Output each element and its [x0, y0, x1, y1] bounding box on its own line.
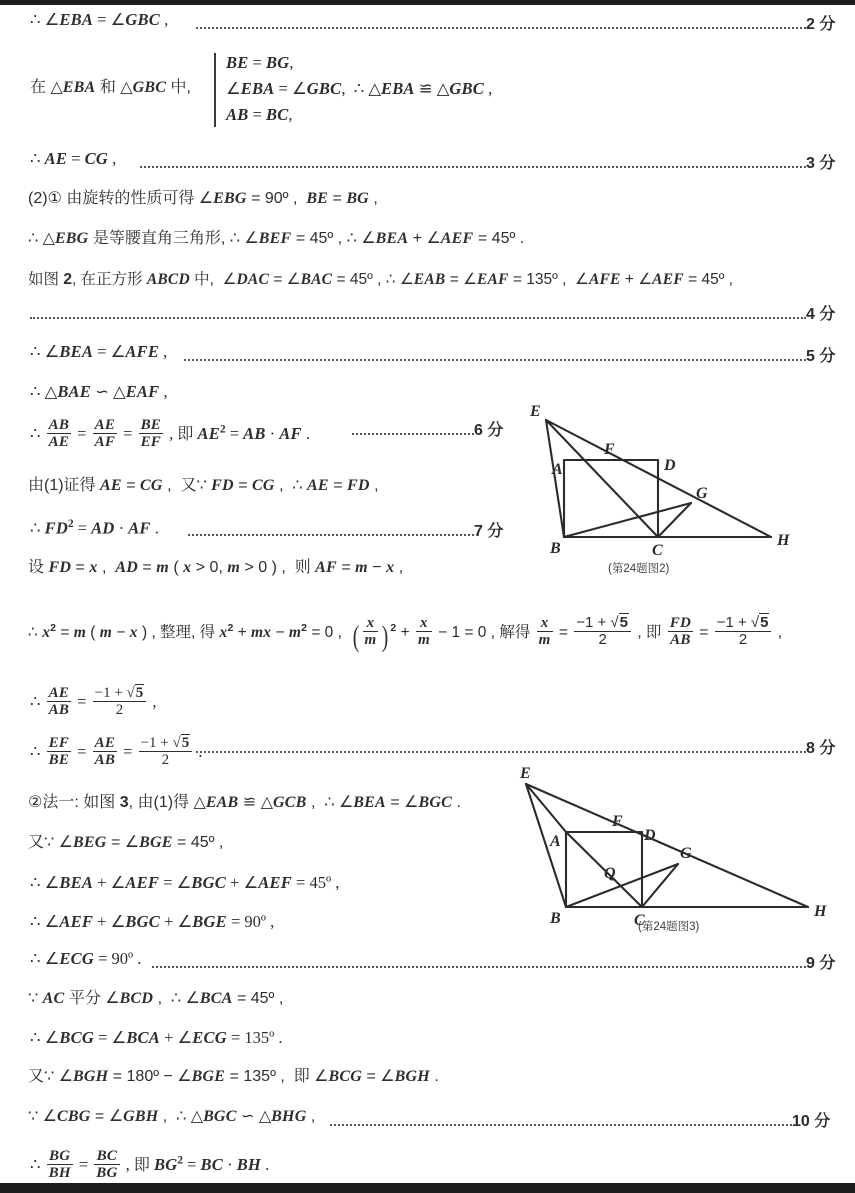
fraction-root5-2-d: $\frac{-1 + √5}{2}$ [139, 735, 193, 768]
statement-line-20: ∴ ∠ECG = 90º . [30, 949, 142, 968]
fraction-root5-2-c: $\frac{-1 + √5}{2}$ [93, 685, 147, 718]
vertex-label-G: G [696, 485, 708, 502]
segment-EH [526, 784, 808, 907]
statement-line-16: ②法一: 如图 3, 由(1)得 △EAB ≌ △GCB , ∴ ∠BEA = ∠BGC . [28, 794, 461, 811]
statement-line-24: ∵ ∠CBG = ∠GBH , ∴ △BGC ∽ △BHG , [28, 1108, 316, 1125]
score-3: 4 分 [806, 306, 836, 323]
statement-line-3: ∴ AE = CG , [30, 149, 117, 168]
leader-dots-5 [352, 433, 474, 435]
system-brace [214, 53, 216, 127]
figure-2-caption: (第24题图2) [608, 563, 670, 575]
figure-3-caption: (第24题图3) [638, 921, 700, 933]
statement-line-11: ∴ $FD^2$ = AD · AF . [30, 518, 159, 538]
score-6: 7 分 [474, 523, 504, 540]
statement-line-13: ∴ $x^2 = m$ ( m − x ) , 整理, 得 $x^2$ + mx − $m^2 = 0$ , ( $\frac{x}{m}$ ) $^2$ + $\frac{x}{m}$ − 1 = 0 , 解得 $\frac{x}{m}$ = $\frac{-1 + √5}{2}$ , 即 $\frac{FD}{AB}$ = $\frac{-1 + √5}{2}$ , [28, 614, 783, 653]
leader-dots-1 [196, 27, 806, 29]
score-1: 2 分 [806, 16, 836, 33]
leader-dots-2 [140, 166, 806, 168]
statement-line-17: 又∵ ∠BEG = ∠BGE = 45º , [28, 834, 224, 851]
leader-dots-6 [188, 534, 474, 536]
fraction-AB-AE: $\frac{AB}{AE}$ [48, 417, 70, 451]
statement-line-1: ∴ ∠EBA = ∠GBC , [30, 10, 169, 29]
statement-line-5: ∴ △EBG 是等腰直角三角形, ∴ ∠BEF = 45º , ∴ ∠BEA + ∠AEF = 45º . [28, 230, 525, 247]
fraction-x-m-b: $\frac{x}{m}$ [417, 615, 430, 649]
leader-dots-8 [152, 966, 806, 968]
score-8: 9 分 [806, 955, 836, 972]
statement-line-19: ∴ ∠AEF + ∠BGC + ∠BGE = 90º , [30, 912, 275, 931]
figure-2-drawing [528, 398, 848, 558]
score-7: 8 分 [806, 740, 836, 757]
fraction-AE-AB-a: $\frac{AE}{AB}$ [48, 685, 70, 719]
statement-line-23: 又∵ ∠BGH = 180º − ∠BGE = 135º , 即 ∠BCG = ∠BGH . [28, 1068, 439, 1085]
system-eq-2: ∠EBA = ∠GBC, ∴ △EBA ≌ △GBC , [226, 79, 493, 98]
score-4: 5 分 [806, 348, 836, 365]
vertex-label-E: E [530, 403, 541, 420]
vertex-label-A: A [552, 461, 563, 478]
score-9: 10 分 [792, 1113, 831, 1130]
statement-line-18: ∴ ∠BEA + ∠AEF = ∠BGC + ∠AEF = 45º , [30, 873, 340, 892]
score-5: 6 分 [474, 422, 504, 439]
statement-line-14: ∴ $\frac{AE}{AB}$ = $\frac{-1 + √5}{2}$ , [30, 685, 157, 719]
segment-BG [564, 503, 691, 537]
statement-line-9: ∴ $\frac{AB}{AE}$ = $\frac{AE}{AF}$ = $\frac{BE}{EF}$ , 即 $AE^2$ = AB · AF . [30, 417, 310, 451]
page-bottom-band [0, 1183, 855, 1193]
figure-3-drawing [520, 765, 850, 930]
statement-line-25: ∴ $\frac{BG}{BH}$ = $\frac{BC}{BG}$ , 即 $BG^2$ = BC · BH . [30, 1148, 270, 1182]
fraction-BE-EF: $\frac{BE}{EF}$ [140, 417, 162, 451]
statement-line-4: (2)① 由旋转的性质可得 ∠EBG = 90º , BE = BG , [28, 190, 378, 207]
vertex-label-G: G [680, 845, 692, 862]
fraction-BC-BG: $\frac{BC}{BG}$ [96, 1148, 118, 1182]
vertex-label-C: C [634, 912, 645, 929]
statement-line-21: ∵ AC 平分 ∠BCD , ∴ ∠BCA = 45º , [28, 990, 284, 1007]
vertex-label-D: D [644, 827, 656, 844]
figure-3 [520, 765, 850, 930]
vertex-label-B: B [550, 910, 561, 927]
statement-line-2-lead: 在 △EBA 和 △GBC 中, [30, 79, 192, 96]
statement-line-8: ∴ △BAE ∽ △EAF , [30, 382, 168, 401]
vertex-label-Q: Q [604, 865, 616, 882]
fraction-BG-BH: $\frac{BG}{BH}$ [48, 1148, 71, 1182]
segment-EC [546, 420, 658, 537]
system-eq-3: AB = BC, [226, 105, 293, 124]
fraction-EF-BE: $\frac{EF}{BE}$ [48, 735, 70, 769]
leader-dots-7 [196, 751, 806, 753]
fraction-x-m-a: $\frac{x}{m}$ [364, 615, 377, 649]
solution-page [0, 5, 855, 1183]
fraction-FD-AB: $\frac{FD}{AB}$ [669, 615, 691, 649]
statement-line-15: ∴ $\frac{EF}{BE}$ = $\frac{AE}{AB}$ = $\frac{-1 + √5}{2}$ . [30, 735, 203, 769]
vertex-label-H: H [777, 532, 790, 549]
score-2: 3 分 [806, 155, 836, 172]
fraction-AE-AF: $\frac{AE}{AF}$ [94, 417, 116, 451]
segment-EB [546, 420, 564, 537]
statement-line-6: 如图 2, 在正方形 ABCD 中, ∠DAC = ∠BAC = 45º , ∴ ∠EAB = ∠EAF = 135º , ∠AFE + ∠AEF = 45º , [28, 271, 733, 288]
fraction-root5-2-b: $\frac{-1 + √5}{2}$ [715, 615, 772, 648]
statement-line-22: ∴ ∠BCG = ∠BCA + ∠ECG = 135º . [30, 1028, 283, 1047]
statement-line-12: 设 FD = x , AD = m ( x > 0, m > 0 ) , 则 AF = m − x , [28, 559, 404, 576]
fraction-AE-AB-b: $\frac{AE}{AB}$ [94, 735, 116, 769]
fraction-root5-2-a: $\frac{-1 + √5}{2}$ [574, 615, 631, 648]
system-eq-1: BE = BG, [226, 53, 294, 72]
vertex-label-D: D [664, 457, 676, 474]
vertex-label-F: F [604, 441, 615, 458]
vertex-label-E: E [520, 765, 531, 782]
vertex-label-F: F [612, 813, 623, 830]
fraction-x-m-c: $\frac{x}{m}$ [538, 615, 551, 649]
leader-dots-3 [30, 317, 806, 319]
vertex-label-C: C [652, 542, 663, 559]
leader-dots-9 [330, 1124, 792, 1126]
leader-dots-4 [184, 359, 806, 361]
vertex-label-A: A [550, 833, 561, 850]
figure-2 [528, 398, 848, 558]
vertex-label-H: H [814, 903, 827, 920]
statement-line-7: ∴ ∠BEA = ∠AFE , [30, 342, 168, 361]
segment-EA [526, 784, 566, 832]
statement-line-10: 由(1)证得 AE = CG , 又∵ FD = CG , ∴ AE = FD , [28, 477, 379, 494]
vertex-label-B: B [550, 540, 561, 557]
